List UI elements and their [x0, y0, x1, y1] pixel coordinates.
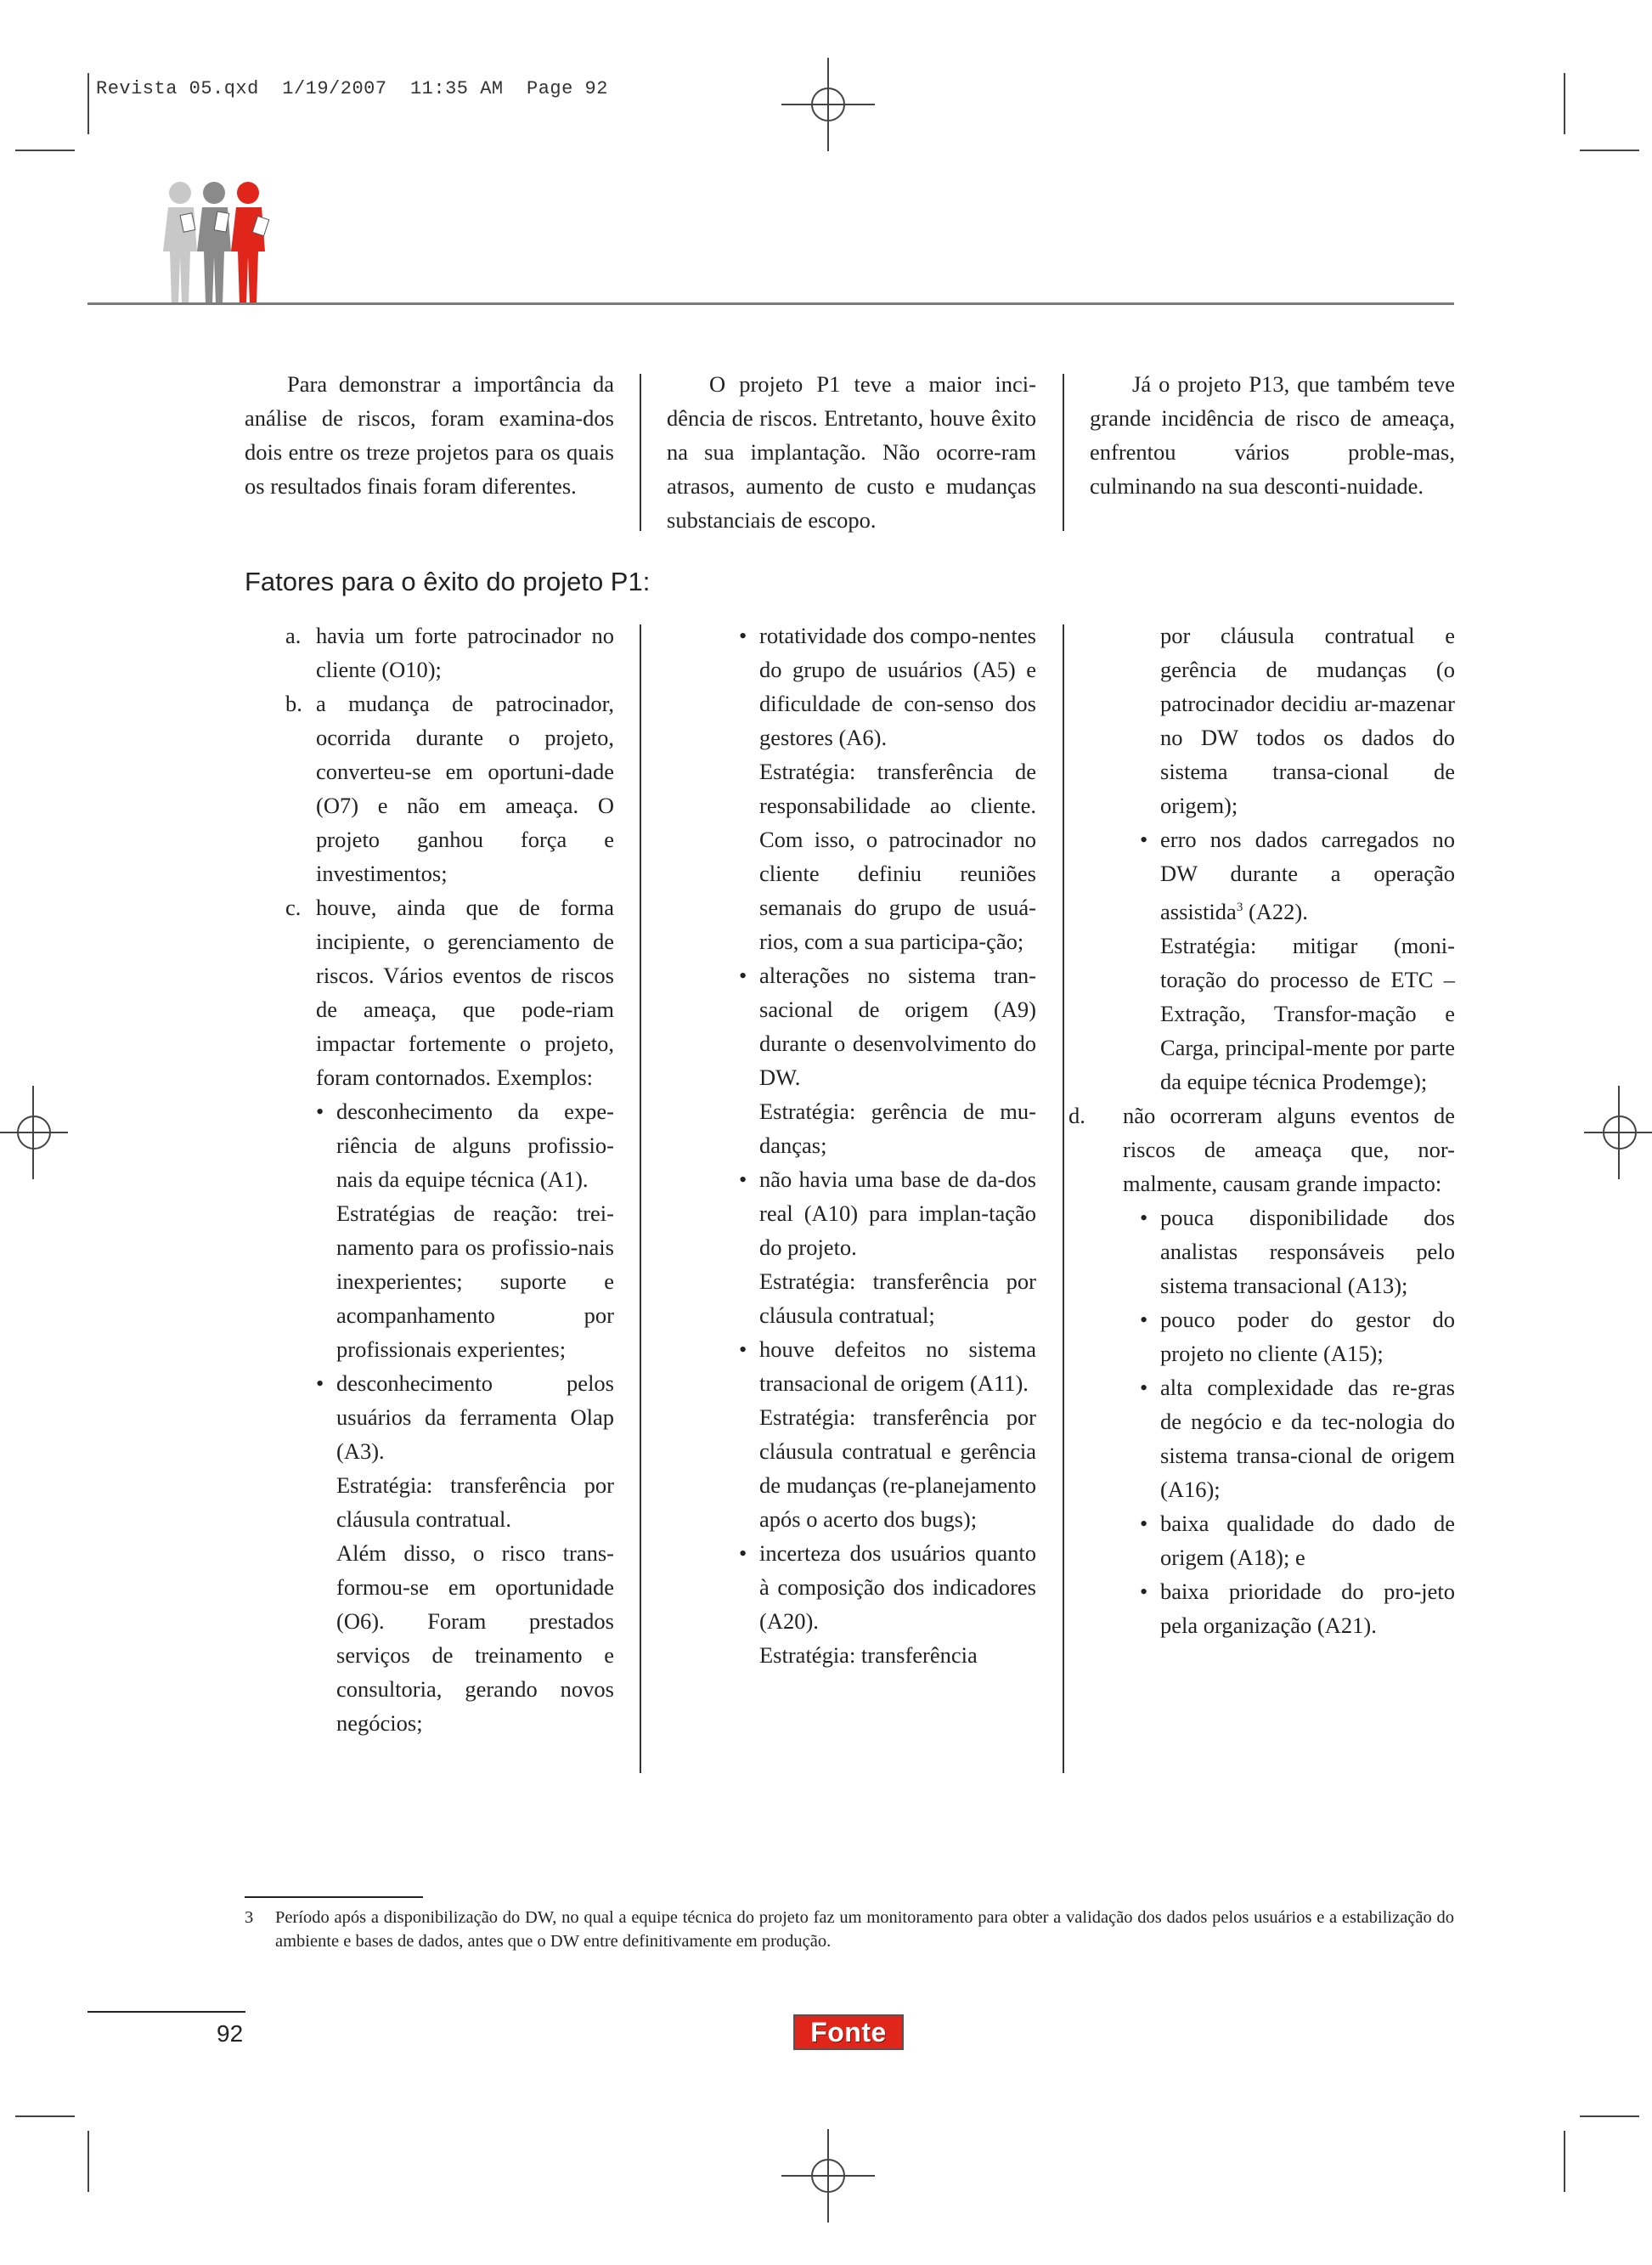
bullet-icon: • [739, 1336, 747, 1362]
bullet-item [1140, 1506, 1455, 1574]
bullet-icon: • [1140, 1510, 1148, 1536]
list-marker: a. [285, 623, 302, 648]
list-item-text: a mudança de patrocinador, ocorrida durante o projeto, converteu-se em oportuni-dade (O7) e não em ameaça. O projeto ganhou força e investimentos; [316, 691, 614, 886]
intro-column-2 [667, 367, 1036, 537]
header-rule [87, 302, 1454, 305]
bullet-strategy: Estratégia: transferência por cláusula contratual e gerência de mudanças (re-planejamento após o acerto dos bugs); [759, 1404, 1036, 1532]
crop-mark-top-left-v [87, 73, 89, 134]
bullet-item [316, 1094, 614, 1366]
body-column-1 [245, 618, 614, 1740]
bullet-icon: • [316, 1099, 324, 1124]
bullet-text [1160, 822, 1455, 929]
intro-paragraph-3: Já o projeto P13, que também teve grande incidência de risco de ameaça, enfrentou vários proble-mas, culminando na sua desconti-nuidade. [1090, 371, 1455, 499]
body-column-2 [739, 618, 1036, 1672]
bullet-item [1140, 1302, 1455, 1370]
bullet-text: alta complexidade das re-gras de negócio e da tec-nologia do sistema transa-cional de origem (A16); [1160, 1374, 1455, 1502]
footer-rule [87, 2011, 245, 2013]
registration-mark-right [1584, 1086, 1652, 1179]
slug-page: Page 92 [527, 78, 608, 99]
list-marker: d. [1068, 1102, 1085, 1128]
bullet-strategy: Estratégia: transferência por cláusula contratual; [759, 1268, 1036, 1328]
bullet-item [739, 1536, 1036, 1672]
people-logo-icon [160, 180, 287, 304]
page-number: 92 [217, 2020, 244, 2047]
bullet-text: não havia uma base de da-dos real (A10) para implan-tação do projeto. [759, 1166, 1036, 1260]
bullet-text: baixa prioridade do pro-jeto pela organização (A21). [1160, 1578, 1455, 1638]
bullet-text-before: erro nos dados carregados no DW durante a operação assistida [1160, 827, 1455, 924]
registration-mark-bottom [781, 2129, 875, 2223]
bullet-item [739, 618, 1036, 958]
list-item-d-inner [1068, 1099, 1455, 1200]
print-slug [96, 78, 608, 99]
bullet-item [1140, 1574, 1455, 1642]
bullet-text: desconhecimento da expe-riência de alguns profissio-nais da equipe técnica (A1). [336, 1099, 614, 1192]
bullet-item [739, 1162, 1036, 1332]
intro-column-1 [245, 367, 614, 503]
footnote-number: 3 [245, 1908, 254, 1927]
figure-mid [197, 182, 231, 304]
list-marker: b. [285, 691, 302, 716]
bullet-text: pouco poder do gestor do projeto no cliente (A15); [1160, 1306, 1455, 1366]
bullet-text: alterações no sistema tran-sacional de origem (A9) durante o desenvolvimento do DW. [759, 963, 1036, 1090]
footnote-ref[interactable]: 3 [1236, 901, 1243, 914]
list-item-c [245, 890, 614, 1740]
list-item-text: havia um forte patrocinador no cliente (O10); [316, 623, 614, 682]
list-item-text: houve, ainda que de forma incipiente, o gerenciamento de riscos. Vários eventos de riscos de ameaça, que pode-riam impactar fortemente o projeto, foram contornados. Exemplos: [316, 895, 614, 1090]
bullet-icon: • [1140, 1578, 1148, 1604]
bullet-text: incerteza dos usuários quanto à composição dos indicadores (A20). [759, 1540, 1036, 1634]
footnote-rule [245, 1896, 423, 1898]
list-marker: c. [285, 895, 302, 920]
crop-mark-bottom-right-v [1564, 2131, 1565, 2192]
figure-red [231, 182, 265, 304]
intro-paragraph-2: O projeto P1 teve a maior inci-dência de riscos. Entretanto, houve êxito na sua implantação. Não ocorre-ram atrasos, aumento de custo e mudanças substanciais de escopo. [667, 371, 1036, 533]
list-item-b [245, 686, 614, 890]
registration-mark-left [0, 1086, 68, 1179]
slug-file: Revista 05.qxd [96, 78, 259, 99]
column-divider-body-2 [1063, 624, 1064, 1773]
list-item-a [245, 618, 614, 686]
slug-date: 1/19/2007 [282, 78, 387, 99]
crop-mark-bottom-left-h [15, 2115, 75, 2117]
crop-mark-bottom-left-v [87, 2131, 89, 2192]
bullet-text: houve defeitos no sistema transacional de origem (A11). [759, 1336, 1036, 1396]
bullet-icon: • [1140, 1306, 1148, 1332]
bullet-item [739, 958, 1036, 1162]
bullet-item [1140, 822, 1455, 1099]
slug-time: 11:35 AM [409, 78, 504, 99]
crop-mark-top-right-h [1580, 150, 1639, 151]
crop-mark-bottom-right-h [1580, 2115, 1639, 2117]
bullet-icon: • [316, 1370, 324, 1396]
bullet-text: pouca disponibilidade dos analistas responsáveis pelo sistema transacional (A13); [1160, 1204, 1455, 1298]
bullet-strategy: Estratégia: gerência de mu-danças; [759, 1099, 1036, 1158]
bullet-text-after: (A22). [1243, 898, 1308, 924]
section-title: Fatores para o êxito do projeto P1: [245, 567, 651, 596]
bullet-text: baixa qualidade do dado de origem (A18); e [1160, 1510, 1455, 1570]
column-divider-intro-1 [640, 374, 641, 531]
body-column-3 [1068, 618, 1455, 1642]
bullet-icon: • [739, 1540, 747, 1566]
bullet-icon: • [1140, 1374, 1148, 1400]
fonte-logo-text: Fonte [810, 2016, 887, 2048]
list-item-d [1068, 1099, 1455, 1200]
bullet-strategy: Estratégia: transferência de responsabilidade ao cliente. Com isso, o patrocinador no cliente definiu reuniões semanais do grupo de usuá-rios, com a sua participa-ção; [759, 759, 1036, 954]
bullet-icon: • [739, 623, 747, 648]
bullet-item [1140, 1370, 1455, 1506]
bullet-icon: • [1140, 827, 1148, 852]
bullet-icon: • [739, 963, 747, 988]
continuation-text: por cláusula contratual e gerência de mudanças (o patrocinador decidiu ar-mazenar no DW todos os dados do sistema transa-cional de origem); [1160, 623, 1455, 818]
column-divider-body-1 [640, 624, 641, 1773]
footnote [245, 1906, 1454, 1953]
bullet-text: rotatividade dos compo-nentes do grupo de usuários (A5) e dificuldade de con-senso dos gestores (A6). [759, 623, 1036, 750]
intro-column-3 [1090, 367, 1455, 503]
bullet-item [1140, 1200, 1455, 1302]
list-item-text: não ocorreram alguns eventos de riscos de ameaça que, nor-malmente, causam grande impacto: [1123, 1102, 1455, 1196]
bullet-item [316, 1366, 614, 1740]
intro-paragraph-1: Para demonstrar a importância da análise de riscos, foram examina-dos dois entre os treze projetos para os quais os resultados finais foram diferentes. [245, 371, 614, 499]
bullet-text: desconhecimento pelos usuários da ferramenta Olap (A3). [336, 1370, 614, 1464]
bullet-strategy: Estratégia: transferência [759, 1642, 978, 1668]
column-divider-intro-2 [1063, 374, 1064, 531]
bullet-icon: • [1140, 1204, 1148, 1230]
figure-light [163, 182, 197, 304]
bullet-icon: • [739, 1166, 747, 1192]
bullet-item [739, 1332, 1036, 1536]
crop-mark-top-right-v [1564, 73, 1565, 134]
fonte-logo [793, 2014, 904, 2050]
bullet-strategy: Estratégias de reação: trei-namento para os profissio-nais inexperientes; suporte e acompanhamento por profissionais experientes; [336, 1200, 614, 1362]
registration-mark-top [781, 58, 875, 151]
bullet-strategy: Estratégia: mitigar (moni-toração do processo de ETC – Extração, Transfor-mação e Carga, principal-mente por parte da equipe técnica Prodemge); [1160, 932, 1455, 1094]
bullet-strategy: Estratégia: transferência por cláusula contratual. [336, 1472, 614, 1532]
bullet-extra: Além disso, o risco trans-formou-se em oportunidade (O6). Foram prestados serviços de treinamento e consultoria, gerando novos negócios; [336, 1540, 614, 1736]
continuation-block [1140, 618, 1455, 822]
footnote-text: Período após a disponibilização do DW, no qual a equipe técnica do projeto faz um monitoramento para obter a validação dos dados pelos usuários e a estabilização do ambiente e bases de dados, antes que o DW entre definitivamente em produção. [275, 1908, 1454, 1951]
crop-mark-top-left-h [15, 150, 75, 151]
